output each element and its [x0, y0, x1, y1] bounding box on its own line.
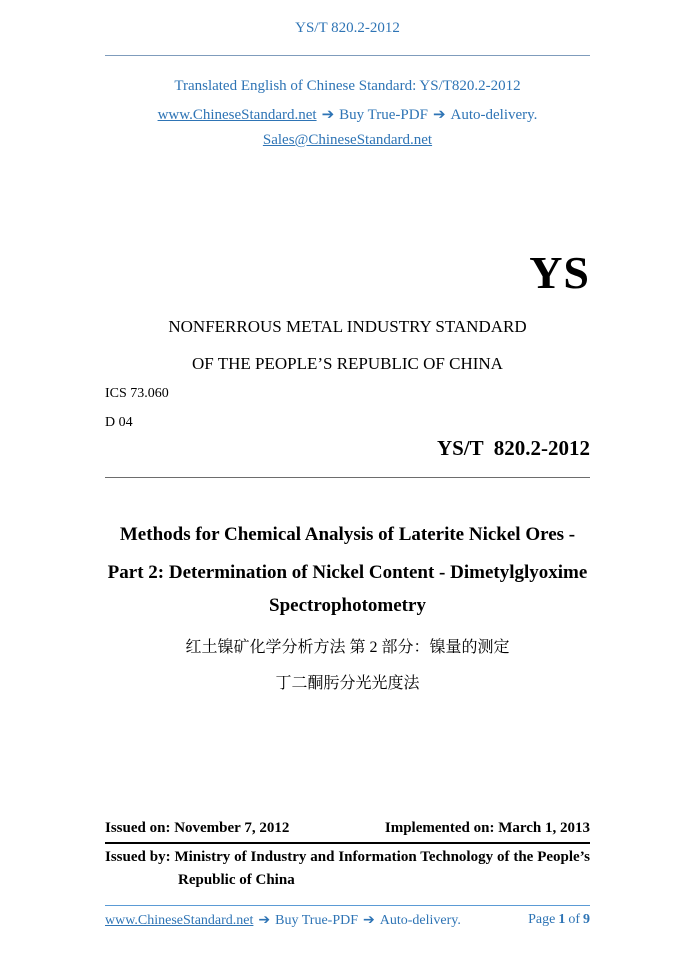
page-header-doc-code: YS/T 820.2-2012 — [295, 20, 400, 36]
website-link[interactable]: www.ChineseStandard.net — [157, 107, 317, 123]
right-arrow-icon: ➔ — [321, 105, 335, 123]
purchase-info-line — [105, 105, 590, 124]
ics-code: ICS 73.060 — [105, 386, 169, 401]
implemented-on-date: Implemented on: March 1, 2013 — [384, 820, 590, 836]
issuance-divider — [105, 842, 590, 844]
classification-code: D 04 — [105, 415, 133, 430]
title-chinese-line1: 红土镍矿化学分析方法 第 2 部分：镍量的测定 — [185, 639, 510, 656]
page-footer — [105, 912, 590, 929]
standard-designation: YS/T 820.2-2012 — [436, 436, 590, 460]
auto-delivery-text: Auto-delivery. — [450, 107, 538, 123]
of-label: of — [568, 912, 580, 927]
issuance-dates-row — [105, 820, 590, 837]
header-divider — [105, 55, 590, 56]
right-arrow-icon: ➔ — [258, 912, 271, 928]
page-total: 9 — [583, 912, 590, 927]
issued-on-date: Issued on: November 7, 2012 — [105, 820, 290, 836]
footer-website-link[interactable]: www.ChineseStandard.net — [105, 913, 254, 928]
footer-divider — [105, 905, 590, 906]
title-chinese-line2: 丁二酮肟分光光度法 — [275, 675, 420, 692]
issued-by-line2: Republic of China — [178, 872, 295, 888]
title-english-line1: Methods for Chemical Analysis of Laterite Nickel Ores - — [119, 524, 576, 545]
footer-auto-delivery-text: Auto-delivery. — [379, 913, 461, 928]
title-english-line3: Spectrophotometry — [269, 595, 426, 616]
title-english-line2: Part 2: Determination of Nickel Content - Dimetylglyoxime — [107, 562, 588, 583]
page-indicator — [528, 912, 590, 929]
buy-true-pdf-text: Buy True-PDF — [339, 107, 428, 123]
sales-email-link[interactable]: Sales@ChineseStandard.net — [262, 132, 433, 148]
translated-standard-note: Translated English of Chinese Standard: YS/T820.2-2012 — [174, 78, 521, 94]
issued-by-line1: Issued by: Ministry of Industry and Information Technology of the People’s — [105, 849, 590, 865]
footer-purchase-info — [105, 912, 461, 929]
org-standard-line: NONFERROUS METAL INDUSTRY STANDARD — [168, 317, 527, 336]
footer-buy-true-pdf-text: Buy True-PDF — [275, 913, 359, 928]
designation-divider — [105, 477, 590, 478]
page-label: Page — [528, 912, 556, 927]
right-arrow-icon: ➔ — [363, 912, 375, 928]
right-arrow-icon: ➔ — [432, 105, 446, 123]
ys-logo: YS — [529, 247, 590, 298]
sales-email-line — [105, 132, 590, 149]
org-country-line: OF THE PEOPLE’S REPUBLIC OF CHINA — [192, 354, 503, 373]
page-number: 1 — [558, 912, 566, 927]
